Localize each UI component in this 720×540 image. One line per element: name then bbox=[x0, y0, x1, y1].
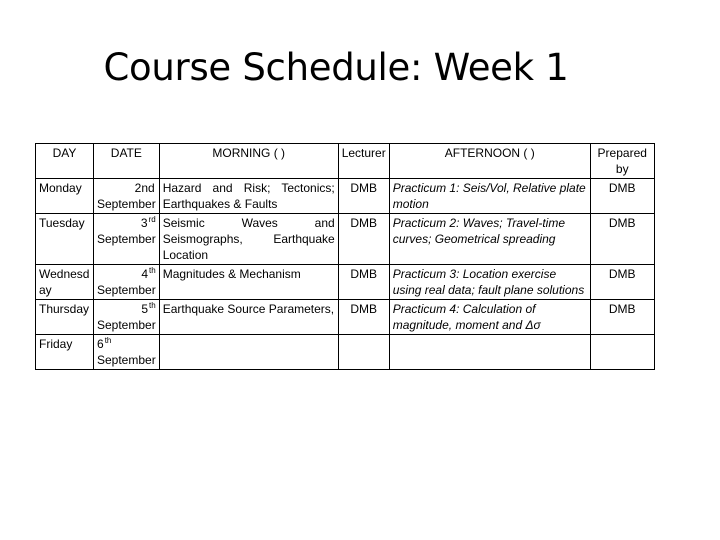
date-cell bbox=[94, 300, 160, 335]
header-afternoon: AFTERNOON ( ) bbox=[389, 144, 590, 179]
day-cell: Wednesday bbox=[36, 265, 94, 300]
date-suffix: th bbox=[149, 266, 156, 275]
date-cell bbox=[94, 179, 160, 214]
day-cell: Tuesday bbox=[36, 214, 94, 265]
morning-cell: Magnitudes & Mechanism bbox=[159, 265, 338, 300]
morning-cell: Seismic Waves and Seismographs, Earthquake Location bbox=[159, 214, 338, 265]
table-row bbox=[36, 300, 655, 335]
date-month: September bbox=[97, 318, 156, 332]
page-title: Course Schedule: Week 1 bbox=[103, 46, 569, 89]
date-cell bbox=[94, 335, 160, 370]
afternoon-cell: Practicum 2: Waves; Travel-time curves; Geometrical spreading bbox=[389, 214, 590, 265]
prepared-by-cell: DMB bbox=[590, 179, 654, 214]
table-row bbox=[36, 265, 655, 300]
day-cell: Friday bbox=[36, 335, 94, 370]
lecturer-cell: DMB bbox=[338, 214, 389, 265]
table-row bbox=[36, 214, 655, 265]
lecturer-cell: DMB bbox=[338, 300, 389, 335]
date-suffix: th bbox=[149, 301, 156, 310]
date-number: 5 bbox=[141, 302, 149, 316]
date-month: September bbox=[97, 232, 156, 246]
schedule-table bbox=[35, 143, 655, 370]
prepared-by-cell: DMB bbox=[590, 300, 654, 335]
lecturer-cell bbox=[338, 335, 389, 370]
afternoon-cell: Practicum 4: Calculation of magnitude, moment and Δσ bbox=[389, 300, 590, 335]
lecturer-cell: DMB bbox=[338, 179, 389, 214]
table-row bbox=[36, 335, 655, 370]
date-suffix: rd bbox=[148, 215, 156, 224]
table-row bbox=[36, 179, 655, 214]
date-month: September bbox=[97, 283, 156, 297]
morning-cell: Earthquake Source Parameters, bbox=[159, 300, 338, 335]
prepared-by-cell bbox=[590, 335, 654, 370]
header-prepared-by: Prepared by bbox=[590, 144, 654, 179]
date-month: September bbox=[97, 353, 156, 367]
morning-cell: Hazard and Risk; Tectonics; Earthquakes & Faults bbox=[159, 179, 338, 214]
header-lecturer: Lecturer bbox=[338, 144, 389, 179]
date-number: 4 bbox=[141, 267, 149, 281]
header-date: DATE bbox=[94, 144, 160, 179]
afternoon-cell bbox=[389, 335, 590, 370]
afternoon-cell: Practicum 1: Seis/Vol, Relative plate motion bbox=[389, 179, 590, 214]
date-number: 2nd bbox=[134, 181, 155, 195]
prepared-by-cell: DMB bbox=[590, 214, 654, 265]
header-morning: MORNING ( ) bbox=[159, 144, 338, 179]
header-row bbox=[36, 144, 655, 179]
afternoon-cell: Practicum 3: Location exercise using real data; fault plane solutions bbox=[389, 265, 590, 300]
date-number: 3 bbox=[140, 216, 148, 230]
date-cell bbox=[94, 265, 160, 300]
prepared-by-cell: DMB bbox=[590, 265, 654, 300]
date-month: September bbox=[97, 197, 156, 211]
date-suffix: th bbox=[104, 336, 112, 345]
header-day: DAY bbox=[36, 144, 94, 179]
date-cell bbox=[94, 214, 160, 265]
lecturer-cell: DMB bbox=[338, 265, 389, 300]
date-number: 6 bbox=[97, 337, 104, 351]
day-cell: Monday bbox=[36, 179, 94, 214]
morning-cell bbox=[159, 335, 338, 370]
day-cell: Thursday bbox=[36, 300, 94, 335]
